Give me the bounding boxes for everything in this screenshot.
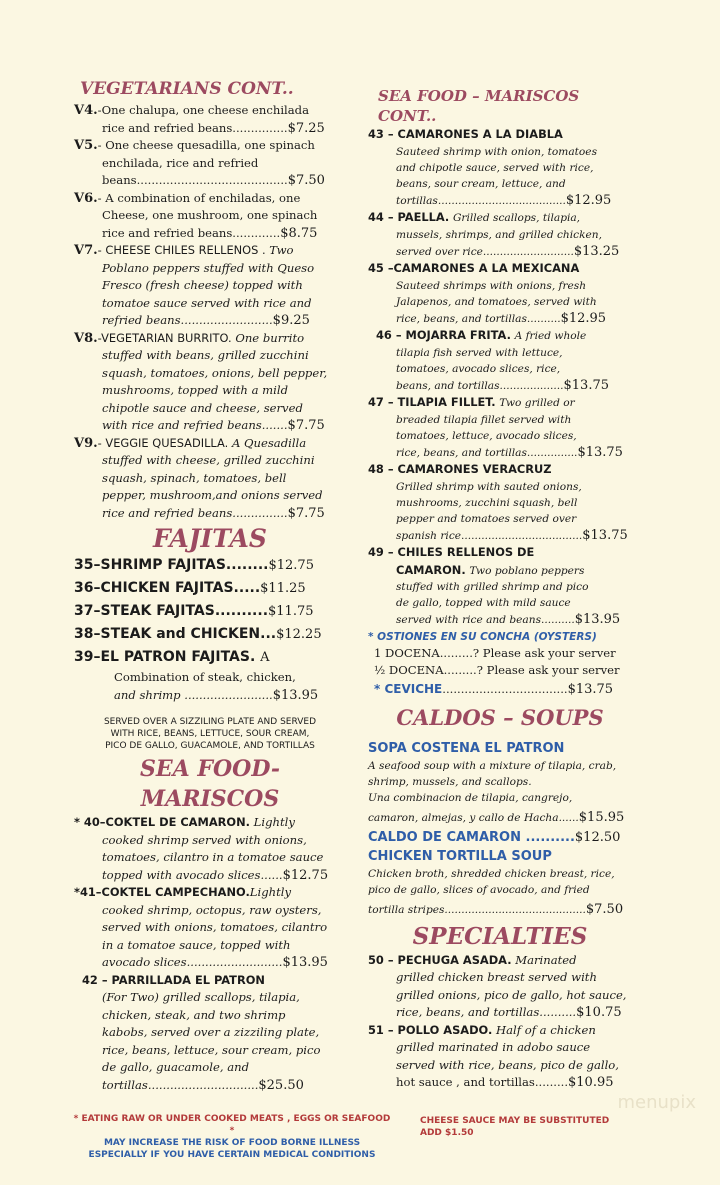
warning-line: * EATING RAW OR UNDER COOKED MEATS , EGGS OR SEAFOOD *	[73, 1114, 391, 1136]
item-price: $12.95	[565, 192, 612, 208]
menu-item-44	[368, 209, 632, 260]
item-desc: tortilla stripes..........................................	[368, 903, 586, 916]
item-desc: -One chalupa, one cheese enchilada	[97, 103, 309, 117]
item-desc: grilled marinated in adobo sauce	[396, 1040, 591, 1054]
warning-line: MAY INCREASE THE RISK OF FOOD BORNE ILLNESS	[103, 1138, 361, 1148]
item-desc: mushrooms, topped with a mild	[102, 383, 289, 397]
item-price: $13.95	[272, 687, 319, 703]
seafood-heading: SEA FOOD- MARISCOS	[140, 756, 280, 812]
item-desc: A seafood soup with a mixture of tilapia, crab,	[368, 759, 617, 772]
item-desc: squash, spinach, tomatoes, bell	[102, 470, 287, 485]
vegetarians-heading: VEGETARIANS CONT..	[80, 79, 294, 99]
soup-costena-name: SOPA COSTENA EL PATRON	[368, 740, 565, 756]
food-warning	[72, 1113, 392, 1161]
item-desc: grilled chicken breast served with	[396, 970, 597, 984]
item-name: 49 – CHILES RELLENOS DE	[368, 545, 535, 559]
menu-item-50	[368, 952, 632, 1022]
item-price: $10.95	[568, 1075, 614, 1090]
item-desc: beans.........................................	[102, 173, 288, 187]
item-desc: refried beans.........................	[102, 313, 273, 327]
note-line: WITH RICE, BEANS, LETTUCE, SOUR CREAM,	[110, 729, 310, 739]
item-desc: stuffed with cheese, grilled zucchini	[102, 453, 315, 467]
item-price: $13.75	[563, 377, 610, 393]
item-price: $13.25	[573, 243, 620, 259]
item-price: $12.75	[282, 867, 329, 883]
item-name: 50 – PECHUGA ASADA.	[368, 952, 512, 967]
item-desc: chicken, steak, and two shrimp	[102, 1007, 286, 1022]
item-desc: grilled onions, pico de gallo, hot sauce,	[396, 987, 627, 1002]
menu-item-v8	[74, 330, 346, 435]
menu-item-v7	[74, 242, 346, 330]
menu-item-45	[368, 260, 632, 327]
item-desc: A Quesadilla	[231, 435, 307, 450]
menu-item-v6	[74, 190, 346, 243]
item-price: $13.75	[567, 681, 614, 697]
soups-heading: CALDOS – SOUPS	[396, 704, 604, 730]
item-desc: in a tomatoe sauce, topped with	[102, 937, 291, 952]
menu-item-51	[368, 1022, 632, 1092]
item-desc: Lightly	[249, 885, 292, 899]
item-desc: kabobs, served over a zizziling plate,	[102, 1025, 320, 1039]
menu-item-43	[368, 126, 632, 209]
fajitas-note	[74, 716, 346, 752]
item-name: 43 – CAMARONES A LA DIABLA	[368, 127, 563, 141]
item-number: V5.	[74, 138, 98, 153]
item-desc: rice and refried beans...............	[102, 505, 288, 520]
item-desc: avocado slices..........................	[102, 955, 283, 969]
item-desc: pepper, mushroom,and onions served	[102, 488, 323, 502]
item-desc: Two poblano peppers	[469, 564, 585, 577]
item-desc: tortillas......................................	[396, 194, 566, 207]
item-desc: A	[260, 650, 270, 665]
warning-line: ESPECIALLY IF YOU HAVE CERTAIN MEDICAL CONDITIONS	[88, 1150, 376, 1160]
cheese-note	[420, 1115, 609, 1139]
item-desc: pepper and tomatoes served over	[396, 512, 577, 525]
menu-item-48	[368, 461, 632, 544]
item-desc: pico de gallo, slices of avocado, and fried	[368, 883, 590, 896]
item-desc: A fried whole	[514, 330, 587, 342]
item-desc: rice and refried beans...............	[102, 120, 288, 135]
fajita-item	[74, 600, 346, 623]
item-number: V9.	[74, 435, 98, 451]
note-line: SERVED OVER A SIZZILING PLATE AND SERVED	[103, 717, 317, 727]
item-desc: shrimp, mussels, and scallops.	[368, 775, 532, 788]
item-desc: tomatoes, cilantro in a tomatoe sauce	[102, 850, 324, 864]
item-desc: - A combination of enchiladas, one	[97, 190, 301, 205]
item-desc: rice, beans, and tortillas..........	[396, 312, 561, 325]
item-desc: Combination of steak, chicken,	[114, 670, 296, 684]
item-desc: tomatoe sauce served with rice and	[102, 295, 312, 310]
item-price: $13.95	[282, 955, 328, 970]
fajitas-list	[74, 554, 346, 704]
oysters-half-dozen: ½ DOCENA.........? Please ask your server	[374, 663, 620, 677]
item-desc: rice, beans, lettuce, sour cream, pico	[102, 1042, 321, 1057]
item-desc: with rice and refried beans.......	[102, 418, 288, 432]
item-desc: enchilada, rice and refried	[102, 155, 259, 170]
item-number: V6.	[74, 190, 98, 206]
item-name: 51 – POLLO ASADO.	[368, 1022, 493, 1037]
item-desc: mushrooms, zucchini squash, bell	[396, 496, 578, 509]
fajita-item	[74, 646, 346, 669]
menu-item-v4	[74, 102, 346, 137]
item-price: $7.75	[287, 505, 325, 521]
item-desc: served over rice...........................	[396, 245, 574, 258]
cheese-line: ADD $1.50	[420, 1128, 474, 1138]
item-desc: spanish rice....................................	[396, 529, 583, 542]
item-desc: stuffed with grilled shrimp and pico	[396, 581, 589, 593]
item-desc: Cheese, one mushroom, one spinach	[102, 208, 318, 222]
item-desc: Poblano peppers stuffed with Queso	[102, 260, 315, 275]
fajita-item	[74, 577, 346, 600]
item-price: $9.25	[272, 313, 310, 328]
item-price: $12.50	[574, 829, 621, 845]
item-number: V7.	[74, 243, 98, 258]
item-desc: Marinated	[515, 952, 577, 967]
item-name: - CHEESE CHILES RELLENOS .	[97, 243, 266, 257]
ceviche-item	[368, 680, 632, 699]
menu-item-40	[74, 814, 346, 884]
fajita-item	[74, 623, 346, 646]
fajitas-heading: FAJITAS	[153, 524, 267, 553]
menu-item-42	[74, 972, 346, 1095]
item-price: $10.75	[576, 1005, 622, 1020]
item-desc: tomatoes, lettuce, avocado slices,	[396, 429, 577, 442]
item-desc: (For Two) grilled scallops, tilapia,	[102, 990, 300, 1004]
oysters-heading: * OSTIONES EN SU CONCHA (OYSTERS)	[368, 630, 597, 643]
item-name: - VEGGIE QUESADILLA.	[97, 435, 229, 450]
item-price: $12.95	[560, 310, 607, 326]
item-desc: Sauteed shrimp with onion, tomatoes	[396, 145, 598, 158]
item-price: $7.25	[287, 120, 325, 136]
item-desc: hot sauce , and tortillas.........	[396, 1075, 569, 1089]
item-desc: and shrimp ........................	[114, 687, 273, 702]
item-desc: beans, and tortillas...................	[396, 379, 564, 392]
menu-item-41	[74, 884, 346, 972]
item-desc: Lightly	[253, 815, 295, 829]
item-dots: ..................................	[442, 681, 568, 696]
item-desc: Jalapenos, and tomatoes, served with	[396, 295, 597, 308]
item-desc: Two	[269, 243, 294, 257]
menu-item-46	[368, 327, 632, 394]
specialties-heading: SPECIALTIES	[412, 922, 588, 950]
cheese-line: CHEESE SAUCE MAY BE SUBSTITUTED	[420, 1116, 610, 1126]
item-price: $12.75	[268, 558, 314, 573]
item-desc: rice and refried beans.............	[102, 225, 281, 240]
item-desc: tortillas..............................	[102, 1077, 259, 1092]
right-column	[368, 86, 632, 1092]
item-price: $7.75	[287, 418, 325, 433]
item-price: $13.95	[574, 612, 621, 627]
item-desc: rice, beans, and tortillas...............	[396, 446, 578, 459]
oysters-dozen: 1 DOCENA.........? Please ask your server	[374, 645, 616, 660]
item-desc: Half of a chicken	[496, 1022, 596, 1037]
item-price: $11.75	[268, 604, 314, 619]
item-name: 42 – PARRILLADA EL PATRON	[82, 972, 265, 987]
item-desc: tomatoes, avocado slices, rice,	[396, 362, 561, 375]
item-desc: Grilled shrimp with sauted onions,	[396, 480, 582, 493]
item-price: $11.25	[260, 581, 306, 596]
item-desc: topped with avocado slices......	[102, 867, 283, 882]
item-name: * 40–COKTEL DE CAMARON.	[74, 815, 250, 829]
item-name: CALDO DE CAMARON ..........	[368, 829, 575, 845]
left-column	[74, 78, 346, 1094]
item-desc: squash, tomatoes, onions, bell pepper,	[102, 365, 328, 380]
fajita-item	[74, 554, 346, 577]
item-desc: Chicken broth, shredded chicken breast, rice,	[368, 867, 615, 880]
item-desc: de gallo, guacamole, and	[102, 1060, 249, 1074]
caldo-item	[368, 826, 632, 847]
item-desc: Two grilled or	[499, 397, 575, 409]
item-name: 44 – PAELLA.	[368, 210, 450, 224]
item-name: 39–EL PATRON FAJITAS.	[74, 649, 256, 665]
menu-item-49	[368, 544, 632, 629]
item-name: -VEGETARIAN BURRITO.	[97, 330, 232, 345]
item-desc: served with onions, tomatoes, cilantro	[102, 920, 328, 934]
item-name: * CEVICHE	[374, 681, 443, 696]
item-desc: served with rice, beans, pico de gallo,	[396, 1057, 619, 1072]
item-desc: chipotle sauce and cheese, served	[102, 400, 303, 415]
note-line: PICO DE GALLO, GUACAMOLE, AND TORTILLAS	[105, 741, 315, 751]
item-name: 45 –CAMARONES A LA MEXICANA	[368, 261, 580, 275]
item-number: V4.	[74, 103, 98, 118]
item-desc: Fresco (fresh cheese) topped with	[102, 278, 303, 292]
item-desc: Una combinacion de tilapia, cangrejo,	[368, 791, 573, 804]
item-desc: de gallo, topped with mild sauce	[396, 597, 571, 609]
item-name: 46 – MOJARRA FRITA.	[376, 328, 511, 342]
seafood-cont-heading: SEA FOOD – MARISCOS CONT..	[378, 87, 580, 125]
item-desc: One burrito	[235, 330, 305, 345]
item-desc: camaron, almejas, y callo de Hacha......	[368, 811, 579, 824]
menu-item-v9	[74, 435, 346, 523]
item-price: $7.50	[287, 173, 325, 188]
item-name: 37–STEAK FAJITAS..........	[74, 603, 269, 619]
item-name: 35–SHRIMP FAJITAS........	[74, 557, 269, 573]
item-desc: stuffed with beans, grilled zucchini	[102, 348, 309, 362]
item-name: 47 – TILAPIA FILLET.	[368, 395, 496, 409]
item-desc: served with rice and beans..........	[396, 614, 575, 626]
item-number: V8.	[74, 330, 98, 346]
item-desc: breaded tilapia fillet served with	[396, 413, 572, 426]
item-desc: tilapia fish served with lettuce,	[396, 346, 563, 359]
item-desc: rice, beans, and tortillas..........	[396, 1005, 577, 1019]
item-name: CAMARON.	[396, 562, 466, 577]
item-price: $8.75	[280, 225, 318, 241]
item-price: $13.75	[582, 527, 628, 543]
item-desc: and chipotle sauce, served with rice,	[396, 161, 594, 174]
item-desc: Sauteed shrimps with onions, fresh	[396, 279, 587, 292]
item-desc: mussels, shrimps, and grilled chicken,	[396, 228, 602, 241]
item-price: $7.50	[585, 901, 624, 917]
item-price: $13.75	[577, 444, 623, 460]
menu-item-v5	[74, 137, 346, 190]
item-desc: - One cheese quesadilla, one spinach	[97, 138, 315, 152]
item-price: $15.95	[578, 809, 625, 825]
item-price: $12.25	[276, 627, 322, 642]
item-name: 48 – CAMARONES VERACRUZ	[368, 462, 552, 476]
item-desc: Grilled scallops, tilapia,	[452, 212, 581, 224]
item-desc: beans, sour cream, lettuce, and	[396, 177, 566, 190]
item-price: $25.50	[258, 1077, 304, 1093]
item-desc: cooked shrimp, octopus, raw oysters,	[102, 902, 322, 917]
menu-item-47	[368, 394, 632, 461]
item-name: 38–STEAK and CHICKEN...	[74, 626, 277, 642]
tortilla-soup-name: CHICKEN TORTILLA SOUP	[368, 848, 552, 864]
item-desc: cooked shrimp served with onions,	[102, 832, 307, 847]
item-name: 36–CHICKEN FAJITAS.....	[74, 580, 261, 596]
item-name: *41–COKTEL CAMPECHANO.	[74, 885, 250, 899]
watermark-logo: menupix	[617, 1092, 696, 1113]
